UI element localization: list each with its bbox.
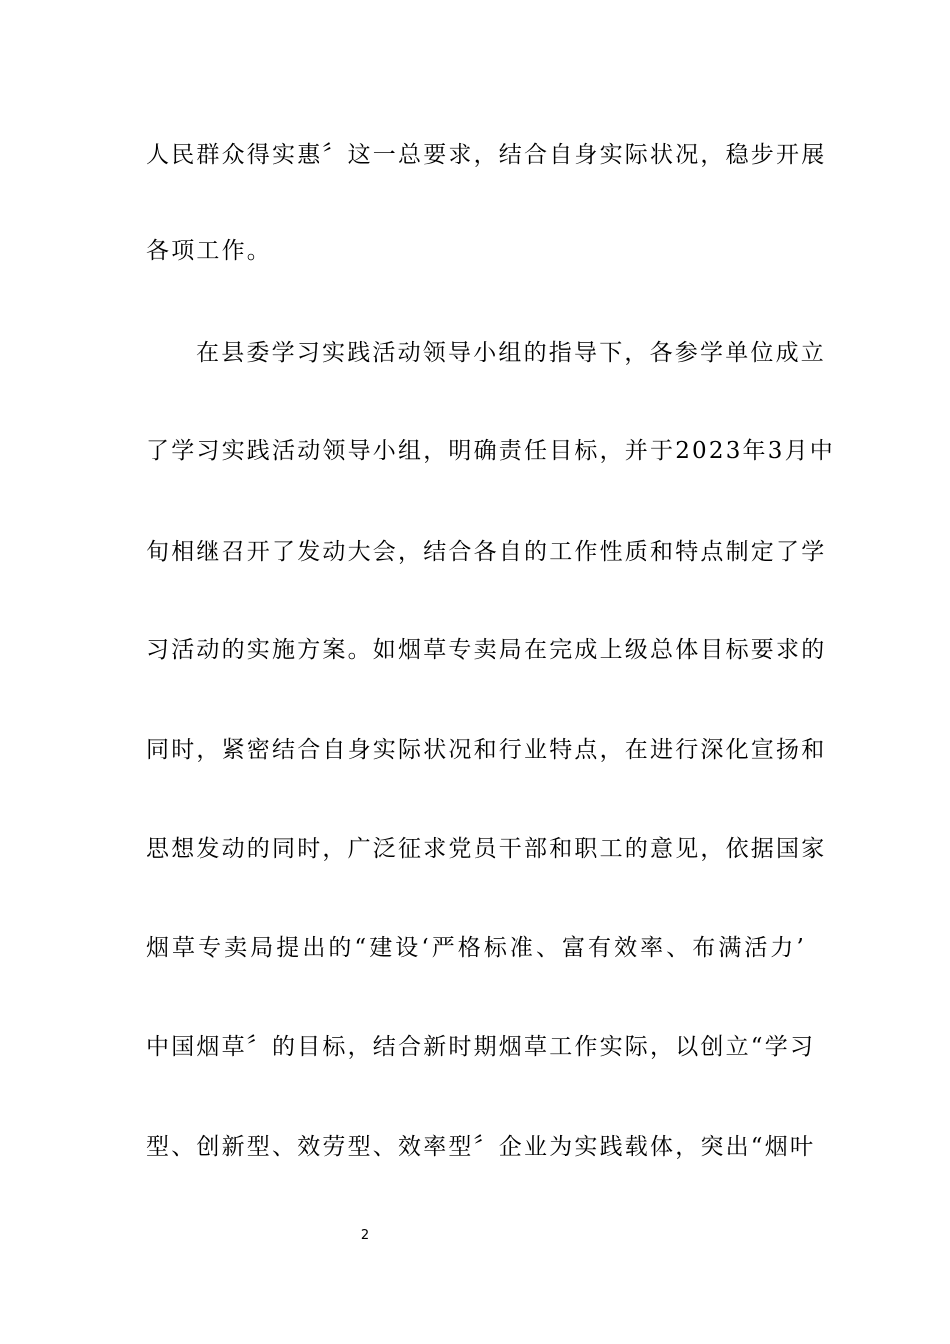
body-text-line: 旬相继召开了发动大会，结合各自的工作性质和特点制定了学 — [146, 539, 827, 565]
body-text-line: 中国烟草〞的目标，结合新时期烟草工作实际，以创立“学习 — [146, 1034, 816, 1060]
body-text-line: 习活动的实施方案。如烟草专卖局在完成上级总体目标要求的 — [146, 637, 827, 663]
page-number: 2 — [360, 1228, 370, 1243]
body-text-line: 同时，紧密结合自身实际状况和行业特点，在进行深化宣扬和 — [146, 737, 827, 763]
body-text-line: 烟草专卖局提出的“建设‘严格标准、富有效率、布满活力’ — [146, 935, 806, 961]
body-text-line: 思想发动的同时，广泛征求党员干部和职工的意见，依据国家 — [146, 836, 827, 862]
paragraph-first-line: 在县委学习实践活动领导小组的指导下，各参学单位成立 — [196, 340, 826, 366]
body-text-line: 型、创新型、效劳型、效率型〞企业为实践载体，突出“烟叶 — [146, 1134, 816, 1160]
body-text-line: 各项工作。 — [146, 238, 272, 264]
body-text-line: 了学习实践活动领导小组，明确责任目标，并于2023年3月中 — [146, 438, 835, 464]
body-text-line: 人民群众得实惠〞这一总要求，结合自身实际状况，稳步开展 — [146, 142, 827, 168]
